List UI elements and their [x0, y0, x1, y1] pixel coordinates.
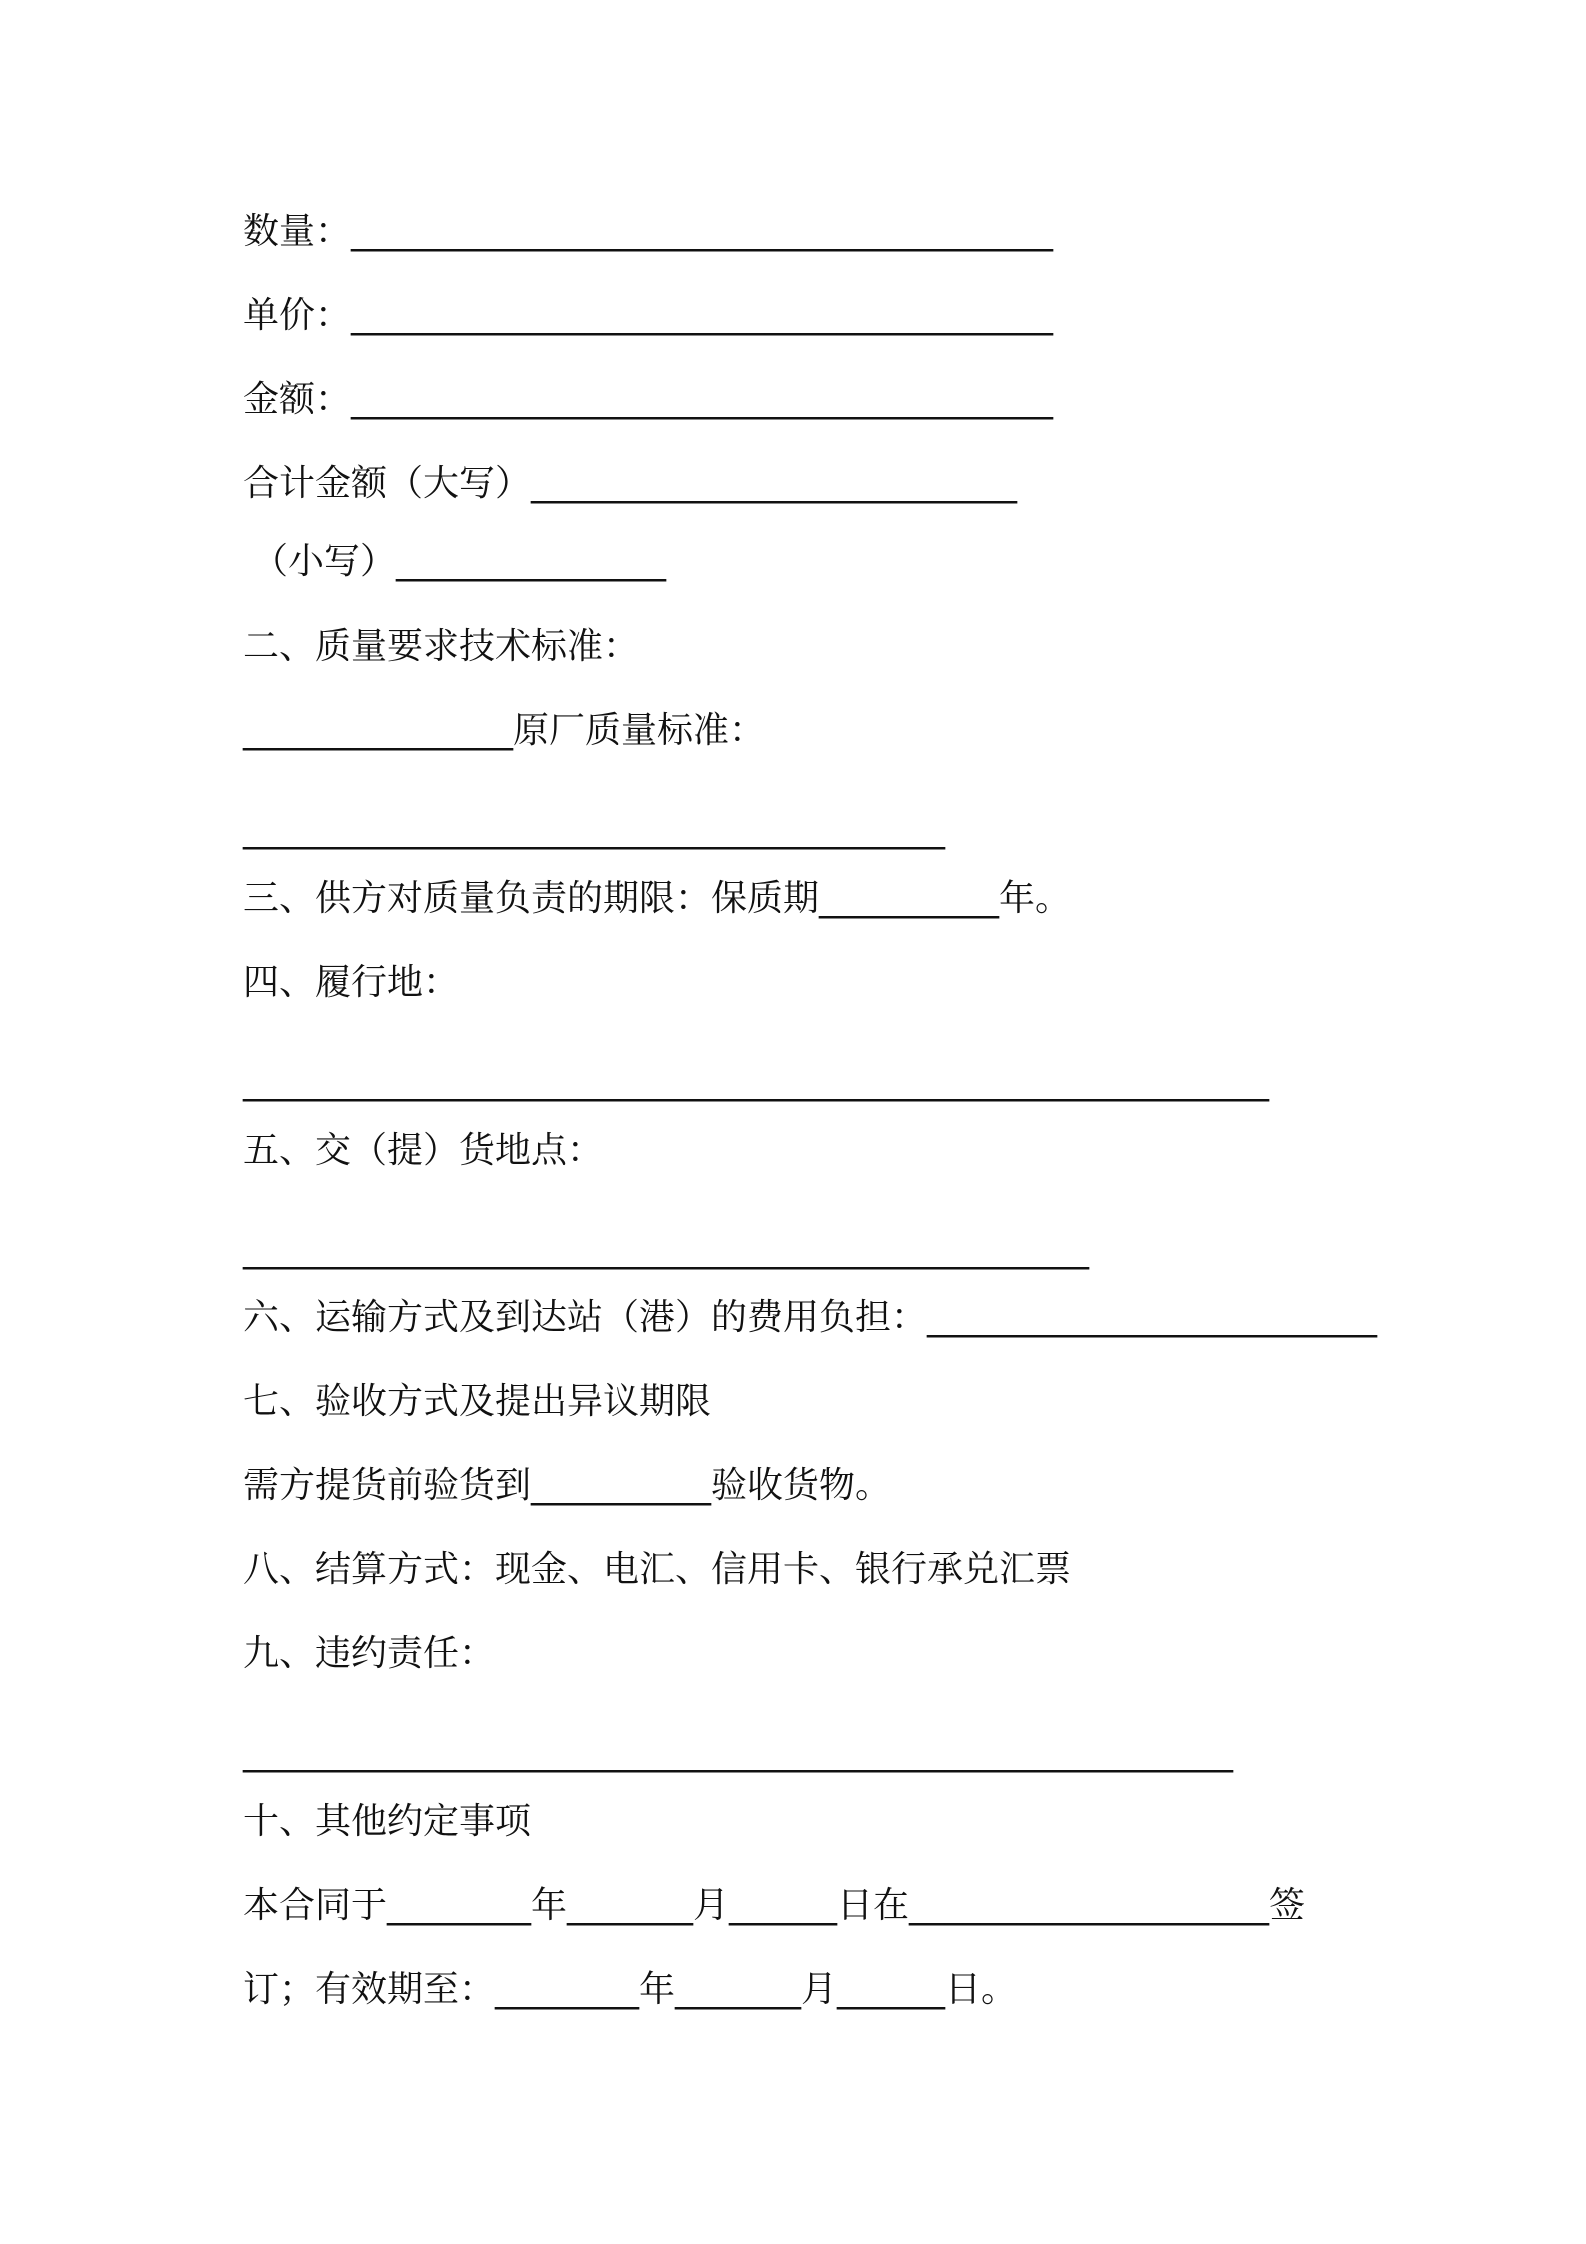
quantity-field-line: 数量：_______________________________________ — [243, 211, 1054, 252]
total-amount-uppercase-line: 合计金额（大写）___________________________ — [243, 463, 1018, 504]
inspection-line: 需方提货前验货到__________验收货物。 — [243, 1465, 892, 1506]
section-9-heading: 九、违约责任： — [243, 1633, 496, 1674]
quality-standard-blank-line: _______________________________________ — [243, 809, 945, 850]
total-amount-lowercase-line: （小写）_______________ — [252, 541, 667, 582]
section-3-warranty-line: 三、供方对质量负责的期限：保质期__________年。 — [243, 878, 1072, 919]
section-8-settlement-line: 八、结算方式：现金、电汇、信用卡、银行承兑汇票 — [243, 1549, 1072, 1590]
validity-date-line: 订；有效期至：________年_______月______日。 — [243, 1969, 1018, 2010]
delivery-location-blank-line: _______________________________________________ — [243, 1229, 1089, 1270]
breach-liability-blank-line: _______________________________________________________ — [243, 1732, 1233, 1773]
performance-location-blank-line: _________________________________________________________ — [243, 1061, 1269, 1102]
signing-date-line: 本合同于________年_______月______日在____________________签 — [243, 1885, 1306, 1926]
section-6-transport-line: 六、运输方式及到达站（港）的费用负担：_________________________ — [243, 1297, 1378, 1338]
factory-quality-standard-line: _______________原厂质量标准： — [243, 710, 766, 751]
section-7-heading: 七、验收方式及提出异议期限 — [243, 1381, 712, 1422]
section-5-heading: 五、交（提）货地点： — [243, 1130, 604, 1171]
section-4-heading: 四、履行地： — [243, 962, 460, 1003]
amount-field-line: 金额：_______________________________________ — [243, 379, 1054, 420]
section-10-heading: 十、其他约定事项 — [243, 1801, 532, 1842]
section-2-heading: 二、质量要求技术标准： — [243, 626, 640, 667]
unit-price-field-line: 单价：_______________________________________ — [243, 295, 1054, 336]
